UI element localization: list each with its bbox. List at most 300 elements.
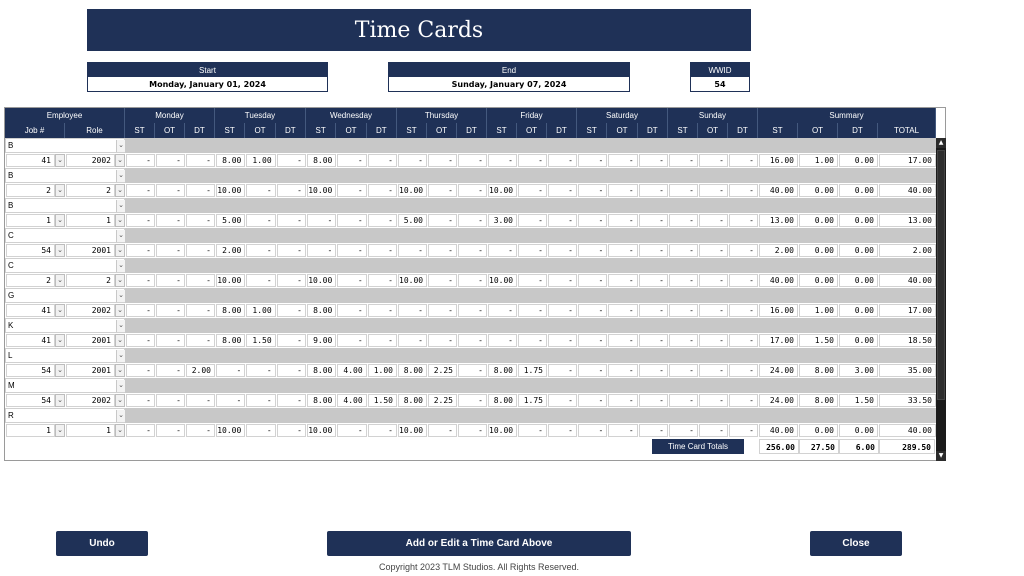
hours-cell[interactable]: - <box>608 364 637 377</box>
hours-cell[interactable]: 10.00 <box>307 424 336 437</box>
hours-cell[interactable]: 10.00 <box>216 424 245 437</box>
hours-cell[interactable]: - <box>398 334 427 347</box>
hours-cell[interactable]: - <box>428 214 457 227</box>
hours-cell[interactable]: - <box>277 364 306 377</box>
hours-cell[interactable]: - <box>458 214 487 227</box>
hours-cell[interactable]: - <box>608 154 637 167</box>
hours-cell[interactable]: - <box>578 424 607 437</box>
hours-cell[interactable]: - <box>639 424 668 437</box>
hours-cell[interactable]: - <box>548 274 577 287</box>
hours-cell[interactable]: - <box>699 394 728 407</box>
hours-cell[interactable]: 8.00 <box>398 364 427 377</box>
hours-cell[interactable]: 8.00 <box>398 394 427 407</box>
hours-cell[interactable]: - <box>428 424 457 437</box>
subheader-3: OT <box>155 123 185 138</box>
hours-cell[interactable]: - <box>246 394 275 407</box>
hours-cell[interactable]: - <box>458 364 487 377</box>
hours-cell[interactable]: 10.00 <box>488 424 517 437</box>
role-dropdown-icon[interactable]: ⌄ <box>115 184 125 197</box>
scroll-thumb[interactable] <box>937 150 945 400</box>
role-field[interactable]: 2001 <box>66 334 115 347</box>
hours-cell[interactable]: - <box>699 424 728 437</box>
role-field[interactable]: 1 <box>66 424 115 437</box>
role-field[interactable]: 2001 <box>66 244 115 257</box>
hours-cell[interactable]: - <box>156 334 185 347</box>
hours-cell[interactable]: - <box>669 274 698 287</box>
role-dropdown-icon[interactable]: ⌄ <box>115 214 125 227</box>
hours-cell[interactable]: 4.00 <box>337 364 366 377</box>
employee-name-select[interactable] <box>5 318 125 333</box>
table-row <box>5 348 936 378</box>
hours-cell[interactable]: - <box>548 424 577 437</box>
subheader-22: DT <box>728 123 758 138</box>
hours-cell[interactable]: - <box>126 154 155 167</box>
job-dropdown-icon[interactable]: ⌄ <box>55 214 65 227</box>
hours-cell[interactable]: 10.00 <box>216 184 245 197</box>
job-number-field[interactable]: 1 <box>6 214 55 227</box>
hours-cell[interactable]: - <box>729 334 758 347</box>
hours-cell[interactable]: - <box>126 334 155 347</box>
hours-cell[interactable]: - <box>337 154 366 167</box>
hours-cell[interactable]: 2.25 <box>428 394 457 407</box>
hours-cell[interactable]: 3.00 <box>488 214 517 227</box>
hours-cell[interactable]: - <box>578 274 607 287</box>
role-field[interactable]: 2002 <box>66 154 115 167</box>
hours-cell[interactable]: - <box>729 364 758 377</box>
hours-cell[interactable]: 1.75 <box>518 364 547 377</box>
hours-cell[interactable]: - <box>669 304 698 317</box>
hours-cell[interactable]: - <box>458 184 487 197</box>
hours-cell[interactable]: - <box>578 154 607 167</box>
hours-cell[interactable]: - <box>216 364 245 377</box>
chevron-down-icon[interactable]: ⌄ <box>116 290 125 302</box>
hours-cell[interactable]: - <box>548 184 577 197</box>
hours-cell[interactable]: - <box>518 274 547 287</box>
hours-cell[interactable]: - <box>548 214 577 227</box>
vertical-scrollbar[interactable] <box>936 138 946 461</box>
hours-cell[interactable]: 9.00 <box>307 334 336 347</box>
hours-cell[interactable]: 1.00 <box>246 154 275 167</box>
job-dropdown-icon[interactable]: ⌄ <box>55 334 65 347</box>
role-dropdown-icon[interactable]: ⌄ <box>115 364 125 377</box>
hours-cell[interactable]: 8.00 <box>307 394 336 407</box>
job-number-field[interactable]: 2 <box>6 184 55 197</box>
chevron-down-icon[interactable]: ⌄ <box>116 350 125 362</box>
job-number-field[interactable]: 54 <box>6 364 55 377</box>
hours-cell[interactable]: - <box>548 304 577 317</box>
hours-cell[interactable]: 10.00 <box>398 424 427 437</box>
hours-cell[interactable]: - <box>488 334 517 347</box>
hours-cell[interactable]: - <box>578 394 607 407</box>
hours-cell[interactable]: - <box>578 214 607 227</box>
job-number-field[interactable]: 2 <box>6 274 55 287</box>
end-date-value[interactable]: Sunday, January 07, 2024 <box>451 80 567 89</box>
role-field[interactable]: 2 <box>66 274 115 287</box>
hours-cell[interactable]: - <box>639 154 668 167</box>
hours-cell[interactable]: - <box>186 274 215 287</box>
hours-cell[interactable]: 10.00 <box>307 274 336 287</box>
hours-cell[interactable]: 2.00 <box>186 364 215 377</box>
undo-button[interactable]: Undo <box>56 531 148 556</box>
hours-cell[interactable]: 5.00 <box>216 214 245 227</box>
role-dropdown-icon[interactable]: ⌄ <box>115 244 125 257</box>
hours-cell[interactable]: 8.00 <box>216 304 245 317</box>
hours-cell[interactable]: - <box>729 154 758 167</box>
employee-name-band <box>5 348 936 363</box>
hours-row <box>5 153 936 168</box>
hours-cell[interactable]: - <box>277 304 306 317</box>
hours-cell[interactable]: - <box>428 304 457 317</box>
hours-cell[interactable]: - <box>186 154 215 167</box>
hours-cell[interactable]: 10.00 <box>307 184 336 197</box>
job-number-field[interactable]: 54 <box>6 394 55 407</box>
wwid-value[interactable]: 54 <box>714 80 726 89</box>
hours-cell[interactable]: - <box>699 364 728 377</box>
chevron-down-icon[interactable]: ⌄ <box>116 170 125 182</box>
job-dropdown-icon[interactable]: ⌄ <box>55 184 65 197</box>
hours-cell[interactable]: - <box>639 214 668 227</box>
hours-cell[interactable]: - <box>699 244 728 257</box>
hours-cell[interactable]: 8.00 <box>216 334 245 347</box>
hours-cell[interactable]: - <box>518 334 547 347</box>
job-number-field[interactable]: 41 <box>6 334 55 347</box>
hours-cell[interactable]: 8.00 <box>307 154 336 167</box>
hours-cell[interactable]: - <box>458 274 487 287</box>
hours-cell[interactable]: - <box>337 424 366 437</box>
hours-cell[interactable]: 10.00 <box>488 184 517 197</box>
hours-cell[interactable]: - <box>488 244 517 257</box>
chevron-down-icon[interactable]: ⌄ <box>116 230 125 242</box>
hours-cell[interactable]: - <box>608 424 637 437</box>
job-dropdown-icon[interactable]: ⌄ <box>55 394 65 407</box>
hours-cell[interactable]: - <box>639 364 668 377</box>
hours-cell[interactable]: - <box>669 244 698 257</box>
hours-cell[interactable]: - <box>729 244 758 257</box>
hours-cell[interactable]: - <box>639 274 668 287</box>
hours-cell[interactable]: - <box>277 334 306 347</box>
hours-cell[interactable]: - <box>186 424 215 437</box>
hours-cell[interactable]: - <box>368 304 397 317</box>
role-dropdown-icon[interactable]: ⌄ <box>115 334 125 347</box>
hours-cell[interactable]: - <box>156 394 185 407</box>
role-field[interactable]: 2 <box>66 184 115 197</box>
hours-cell[interactable]: - <box>337 214 366 227</box>
employee-name-select[interactable] <box>5 258 125 273</box>
hours-cell[interactable]: - <box>368 244 397 257</box>
hours-cell[interactable]: 8.00 <box>307 304 336 317</box>
hours-cell[interactable]: - <box>608 184 637 197</box>
job-number-field[interactable]: 1 <box>6 424 55 437</box>
hours-cell[interactable]: 8.00 <box>488 394 517 407</box>
hours-cell[interactable]: - <box>548 244 577 257</box>
row-separator-band <box>125 318 936 333</box>
employee-name-select[interactable] <box>5 288 125 303</box>
hours-cell[interactable]: - <box>126 424 155 437</box>
hours-cell[interactable]: - <box>699 214 728 227</box>
end-label: End <box>389 63 629 77</box>
hours-cell[interactable]: - <box>458 424 487 437</box>
hours-cell[interactable]: 2.25 <box>428 364 457 377</box>
hours-cell[interactable]: - <box>368 184 397 197</box>
hours-cell[interactable]: - <box>337 244 366 257</box>
hours-cell[interactable]: - <box>277 394 306 407</box>
hours-cell[interactable]: - <box>669 214 698 227</box>
employee-name-select[interactable] <box>5 198 125 213</box>
hours-cell[interactable]: - <box>428 154 457 167</box>
hours-cell[interactable]: - <box>518 184 547 197</box>
hours-cell[interactable]: - <box>368 334 397 347</box>
start-label: Start <box>88 63 327 77</box>
hours-cell[interactable]: - <box>126 394 155 407</box>
hours-cell[interactable]: - <box>368 214 397 227</box>
hours-cell[interactable]: - <box>699 334 728 347</box>
hours-cell[interactable]: - <box>246 424 275 437</box>
hours-cell[interactable]: 1.50 <box>368 394 397 407</box>
hours-cell[interactable]: - <box>639 334 668 347</box>
hours-cell[interactable]: - <box>729 214 758 227</box>
job-dropdown-icon[interactable]: ⌄ <box>55 274 65 287</box>
hours-cell[interactable]: - <box>458 334 487 347</box>
employee-name-select[interactable] <box>5 348 125 363</box>
hours-cell[interactable]: - <box>398 154 427 167</box>
hours-cell[interactable]: - <box>699 274 728 287</box>
hours-cell[interactable]: - <box>307 214 336 227</box>
hours-cell[interactable]: - <box>337 274 366 287</box>
hours-cell[interactable]: - <box>669 364 698 377</box>
hours-cell[interactable]: - <box>156 304 185 317</box>
hours-cell[interactable]: - <box>518 304 547 317</box>
hours-cell[interactable]: - <box>428 244 457 257</box>
hours-cell[interactable]: 10.00 <box>398 274 427 287</box>
start-date-value[interactable]: Monday, January 01, 2024 <box>149 80 266 89</box>
role-field[interactable]: 1 <box>66 214 115 227</box>
hours-cell[interactable]: - <box>126 214 155 227</box>
employee-name-band <box>5 408 936 423</box>
employee-name: R <box>8 411 14 420</box>
hours-cell[interactable]: - <box>669 184 698 197</box>
hours-cell[interactable]: - <box>186 214 215 227</box>
hours-cell[interactable]: - <box>156 274 185 287</box>
hours-cell[interactable]: - <box>186 244 215 257</box>
hours-cell[interactable]: - <box>277 184 306 197</box>
hours-cell[interactable]: - <box>669 334 698 347</box>
hours-cell[interactable]: 2.00 <box>216 244 245 257</box>
hours-cell[interactable]: - <box>398 304 427 317</box>
role-field[interactable]: 2001 <box>66 364 115 377</box>
employee-name-select[interactable] <box>5 228 125 243</box>
hours-cell[interactable]: - <box>578 304 607 317</box>
total-st: 256.00 <box>759 439 799 454</box>
hours-cell[interactable]: - <box>428 184 457 197</box>
hours-cell[interactable]: - <box>608 334 637 347</box>
hours-cell[interactable]: 8.00 <box>307 364 336 377</box>
job-dropdown-icon[interactable]: ⌄ <box>55 244 65 257</box>
hours-cell[interactable]: - <box>729 274 758 287</box>
chevron-down-icon[interactable]: ⌄ <box>116 320 125 332</box>
hours-cell[interactable]: - <box>126 184 155 197</box>
hours-cell[interactable]: 1.00 <box>246 304 275 317</box>
hours-cell[interactable]: - <box>186 304 215 317</box>
employee-name-select[interactable] <box>5 378 125 393</box>
hours-cell[interactable]: - <box>428 274 457 287</box>
chevron-down-icon[interactable]: ⌄ <box>116 410 125 422</box>
employee-name: B <box>8 141 14 150</box>
hours-cell[interactable]: - <box>156 424 185 437</box>
job-dropdown-icon[interactable]: ⌄ <box>55 364 65 377</box>
hours-cell[interactable]: - <box>608 244 637 257</box>
hours-cell[interactable]: - <box>488 304 517 317</box>
hours-cell[interactable]: - <box>578 184 607 197</box>
hours-cell[interactable]: - <box>458 244 487 257</box>
hours-cell[interactable]: - <box>216 394 245 407</box>
hours-cell[interactable]: - <box>368 154 397 167</box>
role-field[interactable]: 2002 <box>66 304 115 317</box>
role-dropdown-icon[interactable]: ⌄ <box>115 274 125 287</box>
hours-cell[interactable]: - <box>246 214 275 227</box>
hours-cell[interactable]: - <box>126 244 155 257</box>
hours-cell[interactable]: - <box>518 214 547 227</box>
summary-cell: 17.00 <box>759 334 798 347</box>
hours-cell[interactable]: - <box>608 214 637 227</box>
hours-cell[interactable]: - <box>186 184 215 197</box>
hours-cell[interactable]: - <box>126 364 155 377</box>
job-dropdown-icon[interactable]: ⌄ <box>55 304 65 317</box>
hours-cell[interactable]: - <box>156 154 185 167</box>
hours-cell[interactable]: - <box>458 394 487 407</box>
hours-cell[interactable]: - <box>608 394 637 407</box>
hours-cell[interactable]: - <box>126 304 155 317</box>
role-dropdown-icon[interactable]: ⌄ <box>115 154 125 167</box>
hours-cell[interactable]: - <box>458 304 487 317</box>
hours-cell[interactable]: - <box>337 304 366 317</box>
employee-name-select[interactable] <box>5 408 125 423</box>
role-dropdown-icon[interactable]: ⌄ <box>115 424 125 437</box>
hours-cell[interactable]: - <box>186 394 215 407</box>
hours-cell[interactable]: - <box>518 424 547 437</box>
hours-cell[interactable]: 10.00 <box>398 184 427 197</box>
hours-cell[interactable]: 10.00 <box>216 274 245 287</box>
job-number-field[interactable]: 41 <box>6 154 55 167</box>
hours-cell[interactable]: - <box>578 334 607 347</box>
hours-cell[interactable]: - <box>277 154 306 167</box>
scroll-up-icon[interactable]: ▲ <box>936 138 946 148</box>
add-edit-time-card-button[interactable]: Add or Edit a Time Card Above <box>327 531 631 556</box>
hours-cell[interactable]: - <box>729 184 758 197</box>
hours-cell[interactable]: - <box>729 424 758 437</box>
hours-cell[interactable]: - <box>398 244 427 257</box>
hours-cell[interactable]: - <box>518 154 547 167</box>
role-dropdown-icon[interactable]: ⌄ <box>115 304 125 317</box>
hours-cell[interactable]: - <box>729 304 758 317</box>
hours-cell[interactable]: - <box>246 274 275 287</box>
hours-cell[interactable]: 8.00 <box>488 364 517 377</box>
hours-cell[interactable]: - <box>277 244 306 257</box>
chevron-down-icon[interactable]: ⌄ <box>116 380 125 392</box>
job-number-field[interactable]: 41 <box>6 304 55 317</box>
hours-cell[interactable]: - <box>548 364 577 377</box>
hours-cell[interactable]: - <box>428 334 457 347</box>
hours-cell[interactable]: 8.00 <box>216 154 245 167</box>
hours-cell[interactable]: - <box>307 244 336 257</box>
hours-cell[interactable]: - <box>337 334 366 347</box>
hours-cell[interactable]: - <box>639 304 668 317</box>
role-dropdown-icon[interactable]: ⌄ <box>115 394 125 407</box>
hours-cell[interactable]: - <box>246 244 275 257</box>
hours-cell[interactable]: 1.50 <box>246 334 275 347</box>
hours-cell[interactable]: 1.00 <box>368 364 397 377</box>
hours-cell[interactable]: - <box>126 274 155 287</box>
hours-cell[interactable]: - <box>246 184 275 197</box>
hours-cell[interactable]: 1.75 <box>518 394 547 407</box>
summary-cell: 8.00 <box>799 394 838 407</box>
hours-cell[interactable]: - <box>699 184 728 197</box>
employee-name-select[interactable] <box>5 138 125 153</box>
hours-cell[interactable]: - <box>699 304 728 317</box>
hours-cell[interactable]: - <box>669 154 698 167</box>
hours-cell[interactable]: - <box>548 394 577 407</box>
hours-cell[interactable]: - <box>337 184 366 197</box>
hours-cell[interactable]: - <box>277 214 306 227</box>
hours-cell[interactable]: - <box>608 274 637 287</box>
hours-cell[interactable]: - <box>578 244 607 257</box>
hours-cell[interactable]: - <box>548 154 577 167</box>
hours-cell[interactable]: - <box>639 184 668 197</box>
hours-cell[interactable]: - <box>277 274 306 287</box>
wwid-label: WWID <box>691 63 749 77</box>
close-button[interactable]: Close <box>810 531 902 556</box>
job-number-field[interactable]: 54 <box>6 244 55 257</box>
hours-cell[interactable]: 5.00 <box>398 214 427 227</box>
hours-cell[interactable]: - <box>608 304 637 317</box>
hours-cell[interactable]: - <box>699 154 728 167</box>
chevron-down-icon[interactable]: ⌄ <box>116 140 125 152</box>
hours-cell[interactable]: - <box>669 424 698 437</box>
chevron-down-icon[interactable]: ⌄ <box>116 260 125 272</box>
chevron-down-icon[interactable]: ⌄ <box>116 200 125 212</box>
hours-cell[interactable]: - <box>639 244 668 257</box>
hours-cell[interactable]: - <box>518 244 547 257</box>
hours-cell[interactable]: - <box>548 334 577 347</box>
summary-cell: 3.00 <box>839 364 878 377</box>
employee-name-select[interactable] <box>5 168 125 183</box>
row-separator-band <box>125 378 936 393</box>
hours-cell[interactable]: - <box>729 394 758 407</box>
hours-cell[interactable]: - <box>156 184 185 197</box>
job-dropdown-icon[interactable]: ⌄ <box>55 154 65 167</box>
hours-cell[interactable]: - <box>277 424 306 437</box>
hours-cell[interactable]: - <box>578 364 607 377</box>
hours-cell[interactable]: - <box>368 274 397 287</box>
hours-cell[interactable]: - <box>368 424 397 437</box>
hours-cell[interactable]: - <box>458 154 487 167</box>
job-dropdown-icon[interactable]: ⌄ <box>55 424 65 437</box>
hours-cell[interactable]: - <box>186 334 215 347</box>
hours-cell[interactable]: 10.00 <box>488 274 517 287</box>
table-row <box>5 318 936 348</box>
hours-cell[interactable]: - <box>156 244 185 257</box>
hours-cell[interactable]: - <box>156 364 185 377</box>
hours-cell[interactable]: - <box>639 394 668 407</box>
hours-cell[interactable]: - <box>669 394 698 407</box>
scroll-down-icon[interactable]: ▼ <box>936 451 946 461</box>
summary-cell: 0.00 <box>799 184 838 197</box>
hours-cell[interactable]: - <box>246 364 275 377</box>
role-field[interactable]: 2002 <box>66 394 115 407</box>
hours-cell[interactable]: 4.00 <box>337 394 366 407</box>
hours-cell[interactable]: - <box>156 214 185 227</box>
hours-cell[interactable]: - <box>488 154 517 167</box>
subheader-5: ST <box>215 123 245 138</box>
